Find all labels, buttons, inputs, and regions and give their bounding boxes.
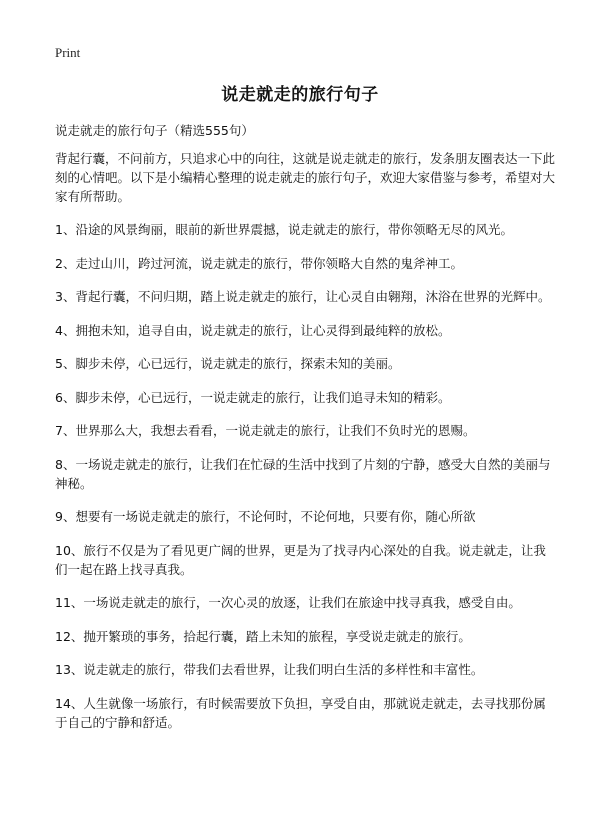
list-item: 6、脚步未停，心已远行，一说走就走的旅行，让我们追寻未知的精彩。 [55,389,451,405]
list-item: 11、一场说走就走的旅行，一次心灵的放逐，让我们在旅途中找寻真我，感受自由。 [55,595,521,610]
page-subtitle: 说走就走的旅行句子（精选555句） [55,123,254,138]
list-item: 1、沿途的风景绚丽，眼前的新世界震撼，说走就走的旅行，带你领略无尽的风光。 [55,222,513,237]
article-body [55,149,555,746]
list-item: 14、人生就像一场旅行，有时候需要放下负担，享受自由，那就说走就走，去寻找那份属于自己的宁静和舒适。 [55,695,546,730]
list-item: 12、抛开繁琐的事务，拾起行囊，踏上未知的旅程，享受说走就走的旅行。 [55,628,471,644]
list-item: 9、想要有一场说走就走的旅行，不论何时，不论何地，只要有你，随心所欲 [55,509,476,524]
list-item: 2、走过山川，跨过河流，说走就走的旅行，带你领略大自然的鬼斧神工。 [55,255,463,271]
list-item: 8、一场说走就走的旅行，让我们在忙碌的生活中找到了片刻的宁静，感受大自然的美丽与神秘。 [55,456,551,491]
list-item: 4、拥抱未知，追寻自由，说走就走的旅行，让心灵得到最纯粹的放松。 [55,322,451,338]
list-item: 7、世界那么大，我想去看看，一说走就走的旅行，让我们不负时光的恩赐。 [55,423,476,438]
list-item: 10、旅行不仅是为了看见更广阔的世界，更是为了找寻内心深处的自我。说走就走，让我们一起在路上找寻真我。 [55,542,546,577]
list-item: 3、背起行囊，不问归期，踏上说走就走的旅行，让心灵自由翱翔，沐浴在世界的光辉中。 [55,289,551,304]
print-link[interactable]: Print [55,45,81,60]
intro-paragraph: 背起行囊，不问前方，只追求心中的向往，这就是说走就走的旅行，发条朋友圈表达一下此刻的心情吧。以下是小编精心整理的说走就走的旅行句子，欢迎大家借鉴与参考，希望对大家有所帮助。 [55,151,556,204]
list-item: 13、说走就走的旅行，带我们去看世界，让我们明白生活的多样性和丰富性。 [55,662,484,677]
list-item: 5、脚步未停，心已远行，说走就走的旅行，探索未知的美丽。 [55,356,401,371]
page-title: 说走就走的旅行句子 [221,85,379,105]
